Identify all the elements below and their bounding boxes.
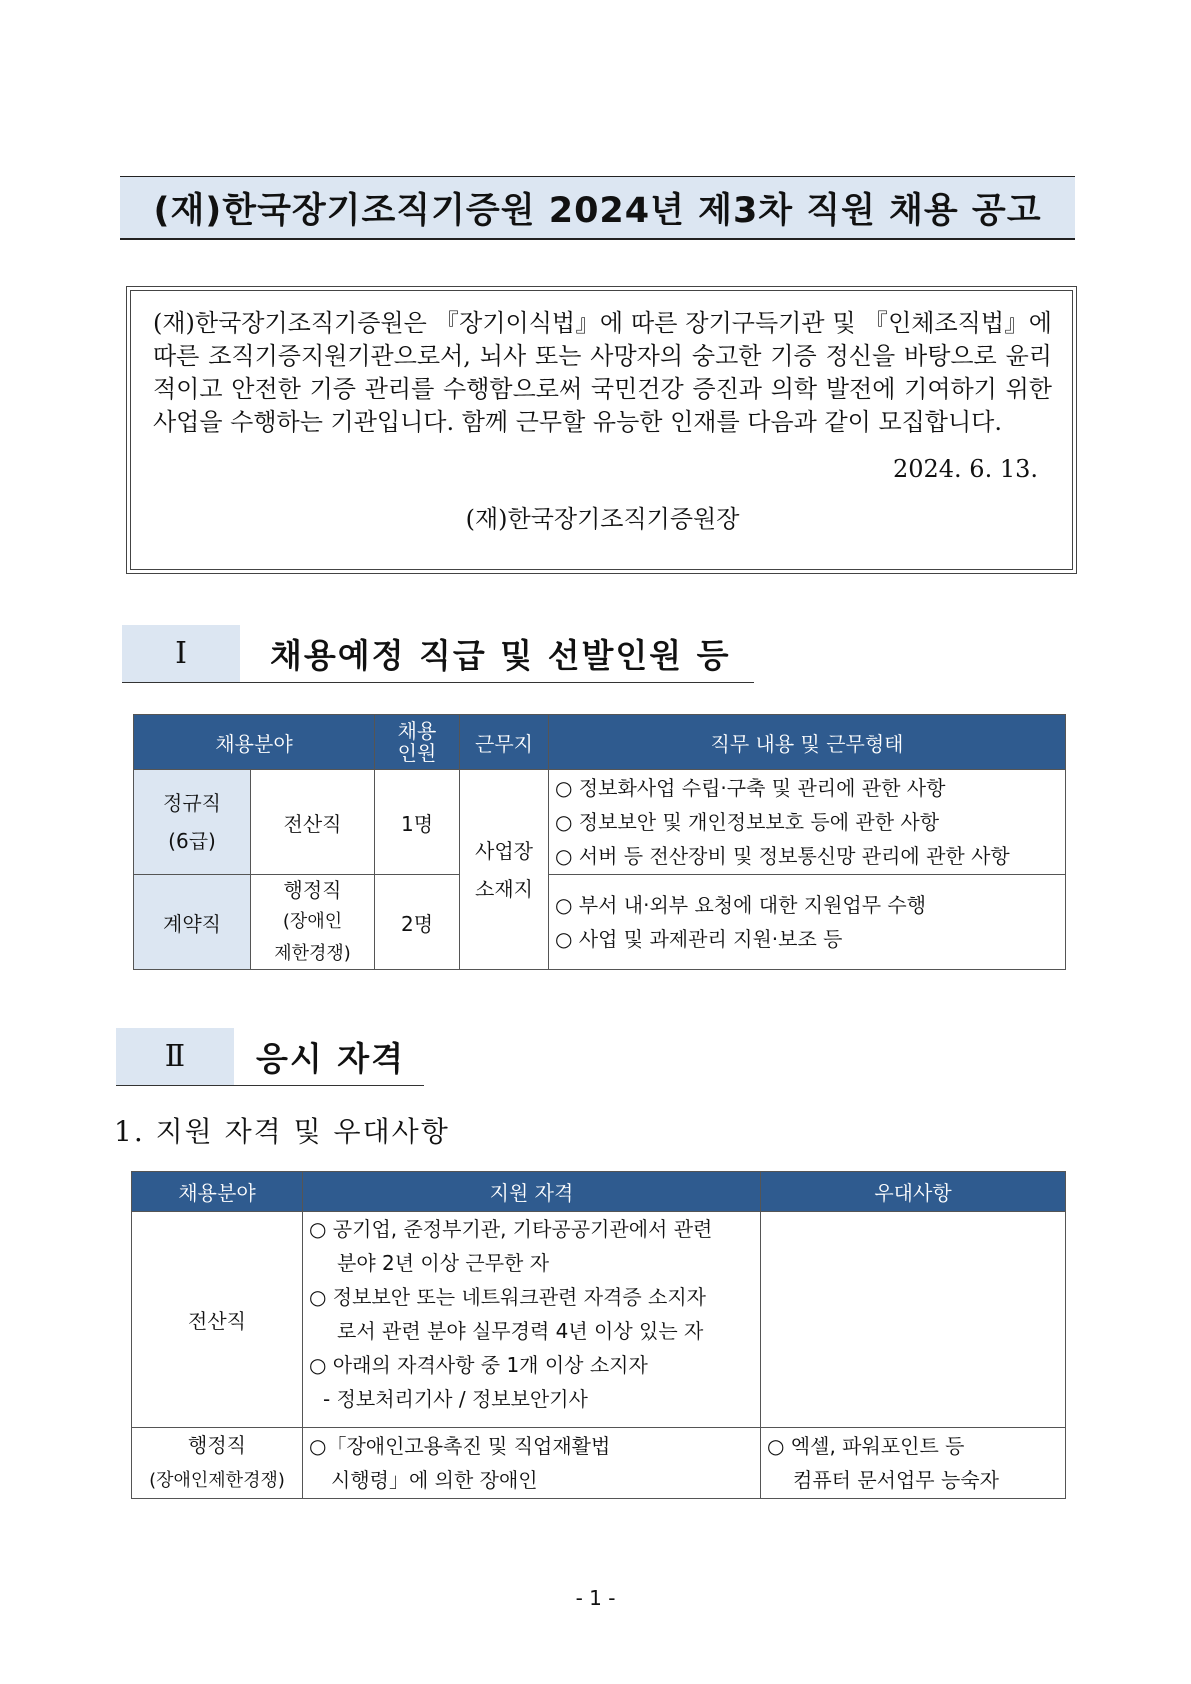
row-type-regular [134,770,251,875]
duty-item: ○ 정보보안 및 개인정보보호 등에 관한 사항 [555,810,940,834]
header-qualification: 지원 자격 [303,1172,761,1212]
header-preference: 우대사항 [761,1172,1066,1212]
qual-item: ○ 아래의 자격사항 중 1개 이상 소지자 [309,1353,648,1377]
qual-item: ○ 정보보안 또는 네트워크관련 자격증 소지자 [309,1285,706,1309]
duty-item: ○ 서버 등 전산장비 및 정보통신망 관리에 관한 사항 [555,844,1010,868]
duty-item: ○ 정보화사업 수립·구축 및 관리에 관한 사항 [555,776,946,800]
location-cell [460,770,549,970]
type-contract: 계약직 [134,875,251,970]
qual-sub-item: - 정보처리기사 / 정보보안기사 [323,1387,588,1411]
preference-admin [761,1428,1066,1499]
field-admin [132,1428,303,1499]
page-number: - 1 - [575,1586,616,1610]
section-1-number: Ⅰ [122,625,240,682]
location-line-1: 사업장 [475,838,533,863]
field-admin-label: 행정직 [283,878,342,902]
count-admin: 2명 [375,875,460,970]
header-count: 채용 인원 [375,715,460,770]
qualifications-admin [303,1428,761,1499]
qual-item: ○「장애인고용촉진 및 직업재활법 [309,1434,611,1458]
field-it: 전산직 [251,770,375,875]
preference-it [761,1212,1066,1428]
qual-item-cont: 시행령」에 의한 장애인 [331,1468,538,1492]
type-regular: 정규직 [163,791,221,815]
qualifications-it [303,1212,761,1428]
qual-item: ○ 공기업, 준정부기관, 기타공공기관에서 관련 [309,1217,713,1241]
field-admin-note-1: (장애인 [282,911,343,932]
field-admin-note: (장애인제한경쟁) [149,1470,285,1491]
header-location: 근무지 [460,715,549,770]
section-2-number: Ⅱ [116,1028,234,1085]
duties-it [549,770,1066,875]
page-title: (재)한국장기조직기증원 2024년 제3차 직원 채용 공고 [153,190,1042,231]
section-2-heading [116,1028,424,1086]
field-it: 전산직 [132,1212,303,1428]
qual-item-cont: 분야 2년 이상 근무한 자 [337,1251,550,1275]
intro-date: 2024. 6. 13. [892,455,1038,483]
field-admin-note-2: 제한경쟁) [274,943,351,964]
header-duties: 직무 내용 및 근무형태 [549,715,1066,770]
field-admin [251,875,375,970]
intro-box [126,286,1077,574]
grade-regular: (6급) [168,829,216,853]
duty-item: ○ 사업 및 과제관리 지원·보조 등 [555,927,843,951]
section-1-title: 채용예정 직급 및 선발인원 등 [270,636,731,675]
pref-item: ○ 엑셀, 파워포인트 등 [767,1434,965,1458]
section-2-subtitle: 1. 지원 자격 및 우대사항 [114,1115,450,1148]
field-admin-label: 행정직 [188,1433,246,1457]
qual-item-cont: 로서 관련 분야 실무경력 4년 이상 있는 자 [337,1319,704,1343]
recruitment-table [133,714,1066,970]
qualification-table [131,1171,1066,1499]
header-field: 채용분야 [134,715,375,770]
pref-item-cont: 컴퓨터 문서업무 능숙자 [793,1468,999,1492]
duties-admin [549,875,1066,970]
duty-item: ○ 부서 내·외부 요청에 대한 지원업무 수행 [555,893,927,917]
intro-signature: (재)한국장기조직기증원장 [465,505,740,533]
section-1-heading [122,625,754,683]
page-title-box [120,176,1075,240]
intro-text: (재)한국장기조직기증원은 『장기이식법』에 따른 장기구득기관 및 『인체조직법』에 따른 조직기증지원기관으로서, 뇌사 또는 사망자의 숭고한 기증 정신을 바탕으로 윤리적이고 안전한 기증 관리를 수행함으로써 국민건강 증진과 의학 발전에 기여하기 위한 사업을 수행하는 기관입니다. 함께 근무할 유능한 인재를 다음과 같이 모집합니다. [153,309,1052,436]
location-line-2: 소재지 [475,876,533,901]
intro-inner [130,290,1073,570]
header-field: 채용분야 [132,1172,303,1212]
count-it: 1명 [375,770,460,875]
section-2-title: 응시 자격 [256,1039,406,1078]
